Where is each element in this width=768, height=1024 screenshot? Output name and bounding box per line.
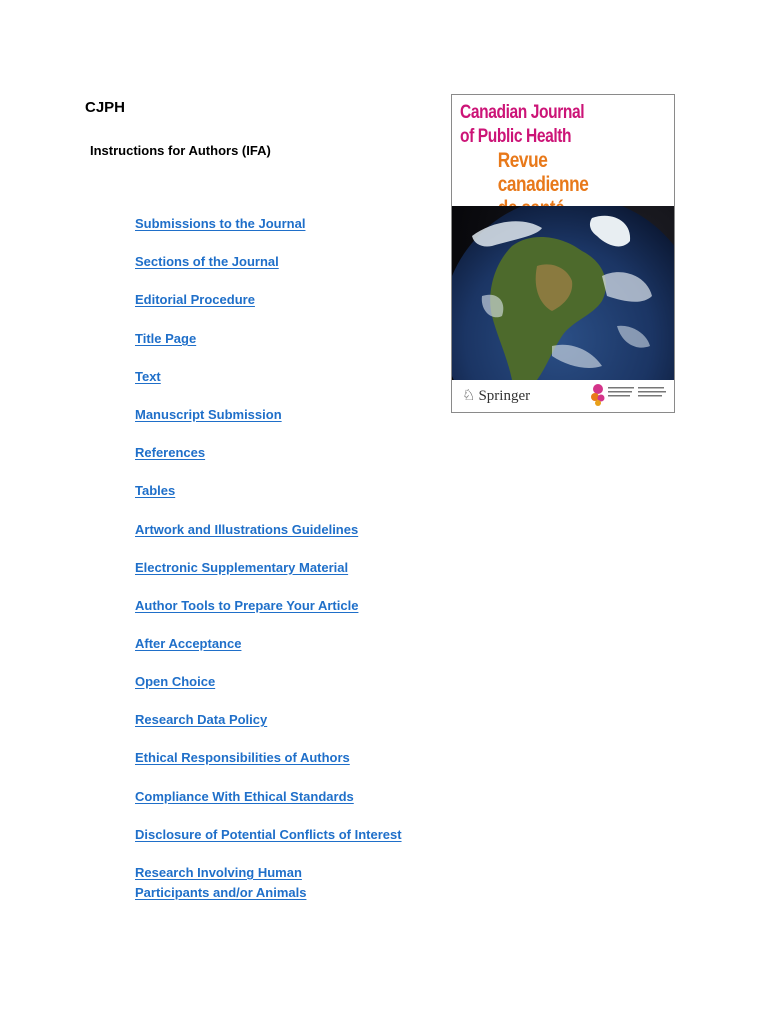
cover-title-fr-line1: Revue canadienne <box>497 149 589 196</box>
toc-link-title-page[interactable]: Title Page <box>135 331 197 346</box>
cpha-text-graphic <box>608 386 672 405</box>
toc-link-submissions[interactable]: Submissions to the Journal <box>135 216 306 231</box>
journal-cover <box>451 94 675 413</box>
toc-link-conflicts-of-interest[interactable]: Disclosure of Potential Conflicts of Interest <box>135 827 402 842</box>
springer-horse-icon: ♘ <box>462 388 476 404</box>
toc-link-text[interactable]: Text <box>135 369 161 384</box>
toc-link-research-data[interactable]: Research Data Policy <box>135 712 268 727</box>
toc-link-manuscript-submission[interactable]: Manuscript Submission <box>135 407 282 422</box>
toc-link-after-acceptance[interactable]: After Acceptance <box>135 636 242 651</box>
toc-link-author-tools[interactable]: Author Tools to Prepare Your Article <box>135 598 359 613</box>
toc-link-sections[interactable]: Sections of the Journal <box>135 254 279 269</box>
toc-link-artwork[interactable]: Artwork and Illustrations Guidelines <box>135 522 359 537</box>
toc-link-ethical-responsibilities[interactable]: Ethical Responsibilities of Authors <box>135 750 350 765</box>
cpha-logo-icon <box>590 383 606 407</box>
journal-abbrev: CJPH <box>85 99 126 116</box>
publisher-name: Springer <box>478 388 531 404</box>
toc-link-ethical-standards[interactable]: Compliance With Ethical Standards <box>135 789 354 804</box>
toc-link-supplementary[interactable]: Electronic Supplementary Material <box>135 560 349 575</box>
toc-link-open-choice[interactable]: Open Choice <box>135 674 216 689</box>
toc-link-tables[interactable]: Tables <box>135 483 176 498</box>
cover-title-en-line1: Canadian Journal <box>460 102 585 123</box>
toc-link-human-participants[interactable]: Research Involving Human Participants and/or Animals <box>135 865 307 900</box>
cover-footer <box>452 380 674 412</box>
springer-logo <box>462 386 530 405</box>
earth-image <box>452 206 675 380</box>
ifa-title: Instructions for Authors (IFA) <box>90 143 271 158</box>
cover-title-en-line2: of Public Health <box>460 126 572 147</box>
toc-link-references[interactable]: References <box>135 445 206 460</box>
toc-link-editorial-procedure[interactable]: Editorial Procedure <box>135 292 255 307</box>
